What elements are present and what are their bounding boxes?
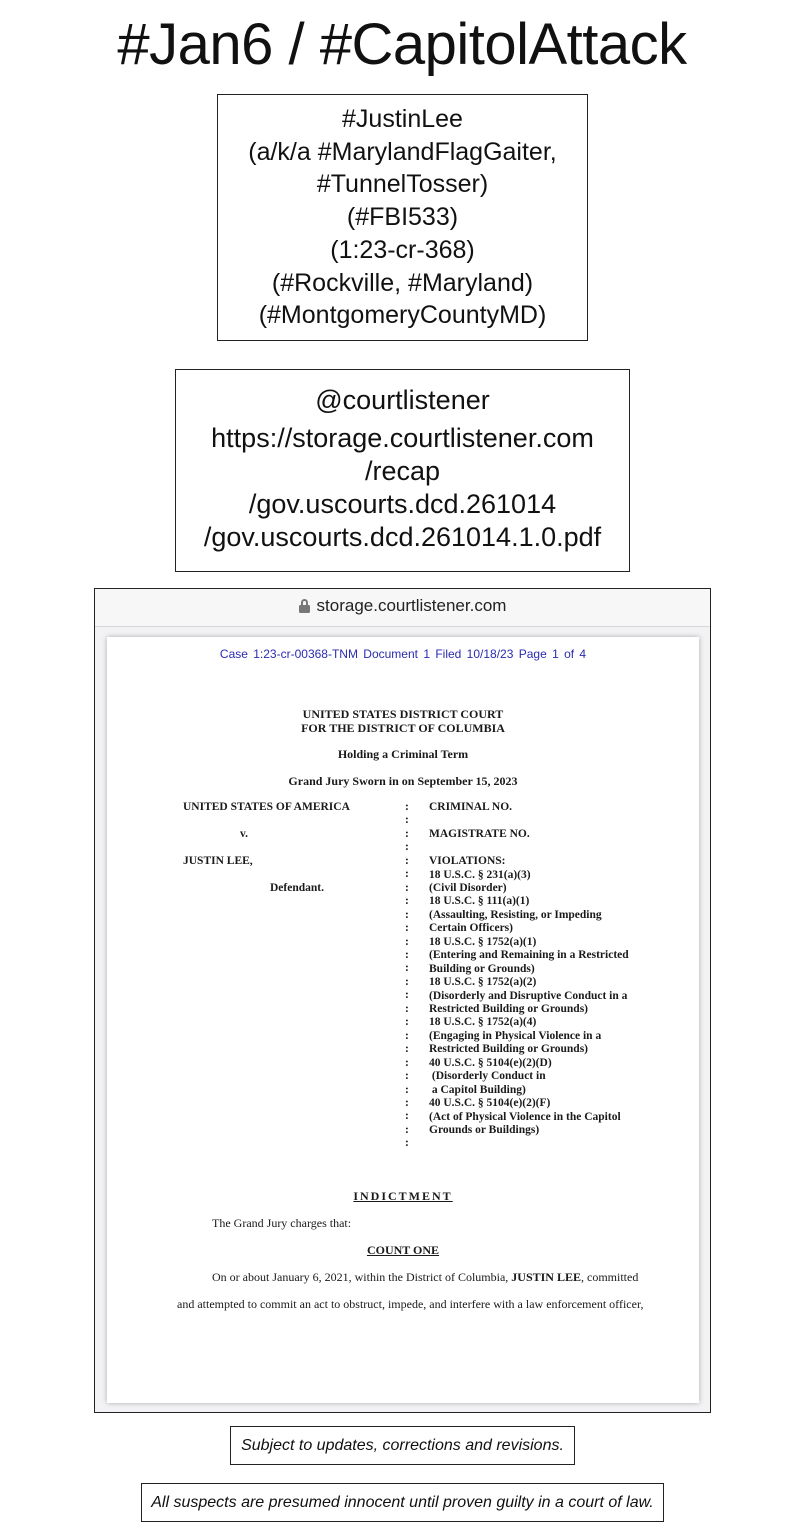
violations-title: VIOLATIONS: xyxy=(429,855,506,867)
violation-line: (Assaulting, Resisting, or Impeding xyxy=(429,908,602,921)
caption-plaintiff: UNITED STATES OF AMERICA xyxy=(183,801,350,813)
suspect-line: #JustinLee xyxy=(342,105,463,133)
address-bar-content[interactable] xyxy=(299,596,507,616)
violation-line: 18 U.S.C. § 111(a)(1) xyxy=(429,895,530,908)
magistrate-no: MAGISTRATE NO. xyxy=(429,828,530,840)
caption-defendant-name: JUSTIN LEE, xyxy=(183,855,253,867)
violation-line: (Disorderly Conduct in xyxy=(429,1070,546,1083)
defendant-name-bold: JUSTIN LEE xyxy=(511,1270,581,1284)
caption-defendant-label: Defendant. xyxy=(270,882,324,894)
presumption-notice: All suspects are presumed innocent until proven guilty in a court of law. xyxy=(141,1483,664,1522)
violation-line: (Engaging in Physical Violence in a xyxy=(429,1029,602,1042)
violation-line: 18 U.S.C. § 1752(a)(1) xyxy=(429,935,537,948)
caption-colons: : : : : : : : : : : : : : : : : : : : : : : : : : : xyxy=(405,801,409,1150)
browser-screenshot xyxy=(94,588,711,1413)
violation-line: 40 U.S.C. § 5104(e)(2)(D) xyxy=(429,1056,552,1069)
grand-jury-charges: The Grand Jury charges that: xyxy=(212,1216,352,1230)
count-one-paragraph xyxy=(212,1270,638,1285)
criminal-no: CRIMINAL NO. xyxy=(429,801,513,813)
source-url-line: /gov.uscourts.dcd.261014 xyxy=(248,489,557,519)
grand-jury-sworn: Grand Jury Sworn in on September 15, 2023 xyxy=(288,774,518,788)
suspect-line: #TunnelTosser) xyxy=(316,170,489,199)
count-one-paragraph-cont: and attempted to commit an act to obstruct, impede, and interfere with a law enforcement officer, xyxy=(177,1297,644,1311)
violation-line: 40 U.S.C. § 5104(e)(2)(F) xyxy=(429,1097,551,1110)
ecf-header: Case 1:23-cr-00368-TNM Document 1 Filed 10/18/23 Page 1 of 4 xyxy=(219,647,587,661)
violation-line: (Civil Disorder) xyxy=(429,881,507,894)
indictment-title: INDICTMENT xyxy=(353,1189,453,1203)
source-box xyxy=(175,369,630,572)
violation-line: Certain Officers) xyxy=(429,922,513,935)
pdf-page xyxy=(107,637,699,1403)
suspect-line: (1:23-cr-368) xyxy=(330,235,475,264)
source-url-line: /recap xyxy=(364,456,441,486)
violation-line: (Act of Physical Violence in the Capitol xyxy=(429,1110,621,1123)
para-text: On or about January 6, 2021, within the District of Columbia, xyxy=(212,1270,512,1284)
source-url-line: /gov.uscourts.dcd.261014.1.0.pdf xyxy=(203,522,602,552)
caption-versus: v. xyxy=(240,828,248,840)
violation-line: Grounds or Buildings) xyxy=(429,1124,540,1137)
updates-notice: Subject to updates, corrections and revisions. xyxy=(230,1426,575,1465)
violation-line: 18 U.S.C. § 1752(a)(2) xyxy=(429,976,537,989)
source-url-line: https://storage.courtlistener.com xyxy=(211,423,594,453)
violation-line: (Disorderly and Disruptive Conduct in a xyxy=(429,989,628,1002)
court-district: FOR THE DISTRICT OF COLUMBIA xyxy=(301,721,505,735)
suspect-line: (a/k/a #MarylandFlagGaiter, xyxy=(248,137,557,166)
violation-line: (Entering and Remaining in a Restricted xyxy=(429,949,629,962)
address-bar[interactable] xyxy=(95,589,710,627)
violation-line: 18 U.S.C. § 231(a)(3) xyxy=(429,868,531,881)
source-handle: @courtlistener xyxy=(315,385,490,415)
violation-line: Building or Grounds) xyxy=(429,962,535,975)
violations-list xyxy=(429,869,629,1138)
suspect-line: (#Rockville, #Maryland) xyxy=(271,268,534,297)
para-text: , committed xyxy=(581,1270,639,1284)
court-name: UNITED STATES DISTRICT COURT xyxy=(302,707,504,721)
lock-icon xyxy=(299,599,310,613)
court-term: Holding a Criminal Term xyxy=(337,747,469,761)
headline: #Jan6 / #CapitolAttack xyxy=(117,12,687,77)
count-one-heading: COUNT ONE xyxy=(366,1243,440,1257)
violation-line: Restricted Building or Grounds) xyxy=(429,1003,588,1016)
suspect-line: (#MontgomeryCountyMD) xyxy=(258,301,547,330)
violation-line: a Capitol Building) xyxy=(429,1083,526,1096)
violation-line: 18 U.S.C. § 1752(a)(4) xyxy=(429,1016,537,1029)
suspect-info-box xyxy=(217,94,588,341)
address-url[interactable]: storage.courtlistener.com xyxy=(316,596,507,615)
suspect-line: (#FBI533) xyxy=(346,203,459,232)
violation-line: Restricted Building or Grounds) xyxy=(429,1043,588,1056)
